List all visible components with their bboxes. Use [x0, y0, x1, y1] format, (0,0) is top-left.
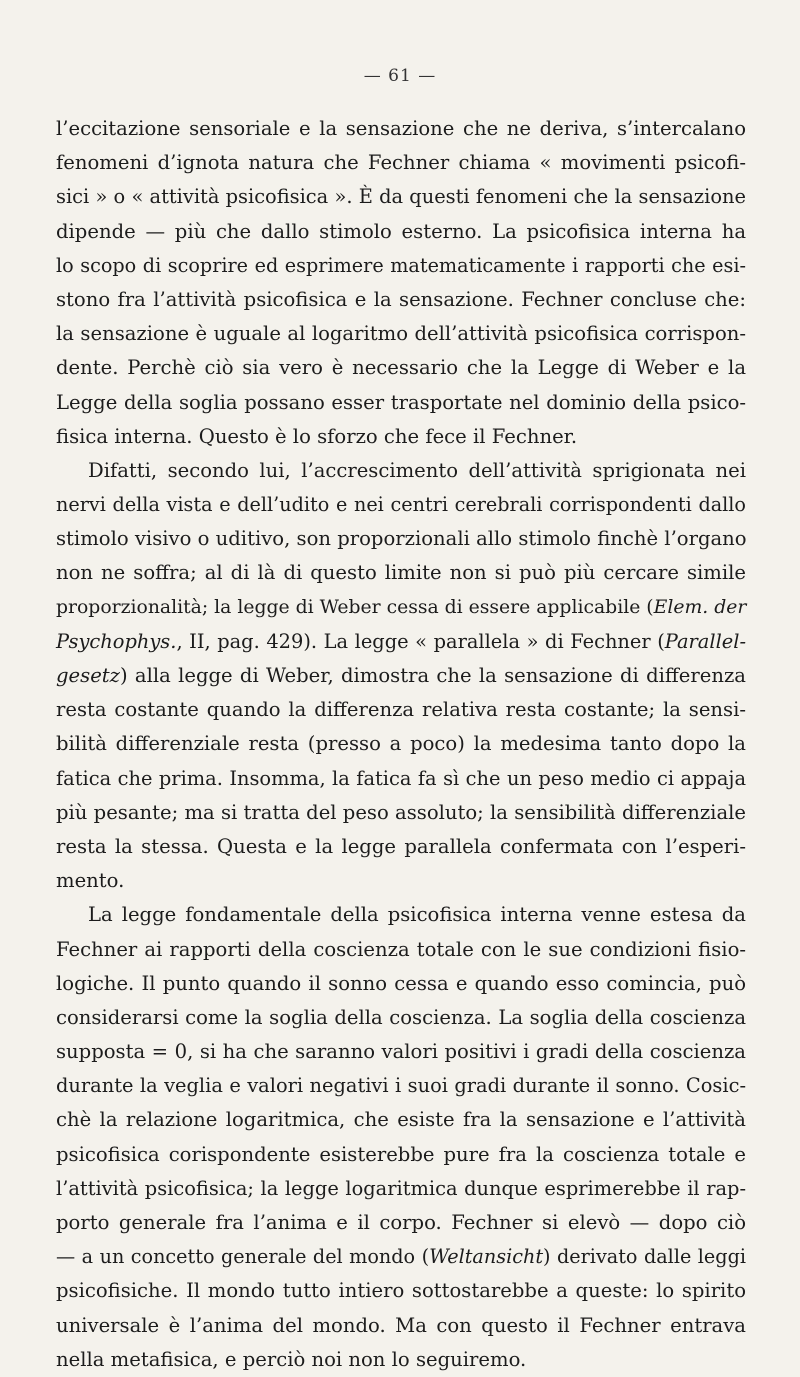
paragraph-2: [56, 454, 746, 898]
text-line: resta la stessa. Questa e la legge parallela confermata con l’esperi-: [56, 834, 746, 858]
text-line: durante la veglia e valori negativi i suoi gradi durante il sonno. Cosic-: [56, 1074, 746, 1098]
text-line: psicofisiche. Il mondo tutto intiero sottostarebbe a queste: lo spirito: [56, 1279, 746, 1303]
text-line: chè la relazione logaritmica, che esiste fra la sensazione e l’attività: [56, 1108, 746, 1132]
text-line: la sensazione è uguale al logaritmo dell’attività psicofisica corrispon-: [56, 322, 746, 346]
text-line: l’eccitazione sensoriale e la sensazione che ne deriva, s’intercalano: [56, 117, 746, 140]
text-line: — a un concetto generale del mondo (Weltansicht) derivato dalle leggi: [56, 1245, 746, 1269]
text-line: logiche. Il punto quando il sonno cessa e quando esso comincia, può: [56, 971, 746, 995]
text-line: supposta = 0, si ha che saranno valori positivi i gradi della coscienza: [56, 1040, 746, 1064]
text-line: nervi della vista e dell’udito e nei centri cerebrali corrispondenti dallo: [56, 493, 746, 517]
text-line: più pesante; ma si tratta del peso assoluto; la sensibilità differenziale: [56, 800, 746, 824]
text-line: Difatti, secondo lui, l’accrescimento dell’attività sprigionata nei: [88, 458, 746, 482]
text-line: psicofisica corispondente esisterebbe pure fra la coscienza totale e: [56, 1142, 746, 1166]
text-line: La legge fondamentale della psicofisica interna venne estesa da: [88, 903, 746, 927]
text-line: nella metafisica, e perciò noi non lo seguiremo.: [56, 1347, 527, 1371]
text-line: porto generale fra l’anima e il corpo. Fechner si elevò — dopo ciò: [56, 1211, 746, 1234]
text-line: stono fra l’attività psicofisica e la sensazione. Fechner concluse che:: [56, 287, 746, 311]
text-line: Psychophys., II, pag. 429). La legge « parallela » di Fechner (Parallel-: [56, 629, 746, 653]
text-line: Fechner ai rapporti della coscienza totale con le sue condizioni fisio-: [56, 937, 746, 961]
paragraph-3: [56, 898, 746, 1377]
text-line: proporzionalità; la legge di Weber cessa di essere applicabile (Elem. der: [56, 596, 747, 618]
text-line: fisica interna. Questo è lo sforzo che fece il Fechner.: [56, 424, 578, 448]
body-text: [56, 112, 746, 1377]
text-line: bilità differenziale resta (presso a poco) la medesima tanto dopo la: [56, 732, 746, 756]
page-number: — 61 —: [363, 66, 437, 86]
text-line: fenomeni d’ignota natura che Fechner chiama « movimenti psicofi-: [56, 151, 746, 175]
text-line: stimolo visivo o uditivo, son proporzionali allo stimolo finchè l’organo: [56, 527, 747, 551]
text-line: dente. Perchè ciò sia vero è necessario che la Legge di Weber e la: [56, 356, 746, 380]
text-line: resta costante quando la differenza relativa resta costante; la sensi-: [56, 698, 746, 722]
text-line: non ne soffra; al di là di questo limite non si può più cercare simile: [56, 561, 746, 585]
text-line: sici » o « attività psicofisica ». È da questi fenomeni che la sensazione: [56, 185, 746, 209]
text-line: mento.: [56, 869, 125, 893]
text-line: gesetz) alla legge di Weber, dimostra che la sensazione di differenza: [56, 664, 746, 687]
text-line: l’attività psicofisica; la legge logaritmica dunque esprimerebbe il rap-: [56, 1176, 746, 1200]
text-line: dipende — più che dallo stimolo esterno. La psicofisica interna ha: [56, 219, 746, 243]
text-line: Legge della soglia possano esser trasportate nel dominio della psico-: [56, 390, 746, 414]
text-line: considerarsi come la soglia della coscienza. La soglia della coscienza: [56, 1005, 746, 1029]
text-line: fatica che prima. Insomma, la fatica fa sì che un peso medio ci appaja: [56, 766, 746, 790]
paragraph-1: [56, 112, 746, 454]
text-line: universale è l’anima del mondo. Ma con questo il Fechner entrava: [56, 1313, 746, 1337]
text-line: lo scopo di scoprire ed esprimere matematicamente i rapporti che esi-: [56, 253, 746, 277]
